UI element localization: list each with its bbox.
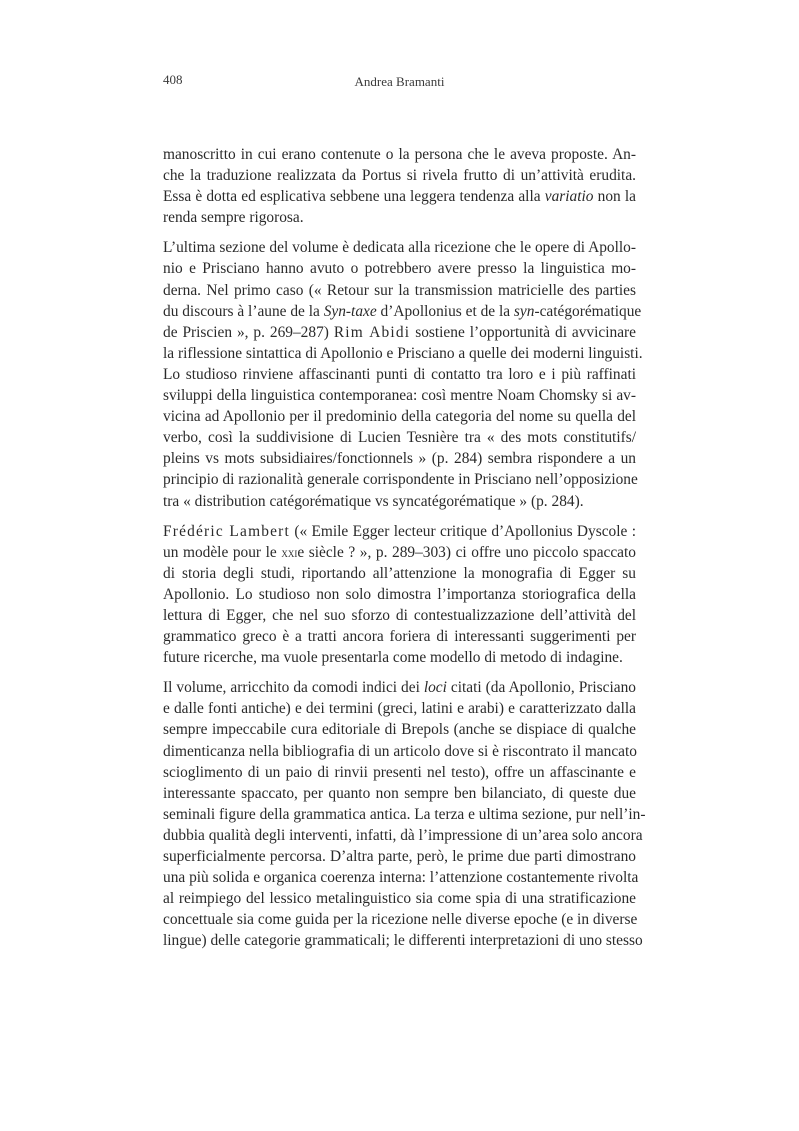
- text-line: la riflessione sintattica di Apollonio e Prisciano a quelle dei moderni linguisti.: [163, 344, 643, 362]
- text-line: sviluppi della linguistica contemporanea: così mentre Noam Chomsky si av-: [163, 387, 636, 405]
- small-caps-text: xxi: [281, 544, 298, 560]
- text-line: sempre impeccabile cura editoriale di Brepols (anche se dispiace di qualche: [163, 721, 636, 739]
- italic-term: Syn-taxe: [323, 302, 377, 320]
- text-line: verbo, così la suddivisione di Lucien Tesnière tra « des mots constitutifs/: [163, 429, 636, 447]
- running-head-author: Andrea Bramanti: [354, 74, 445, 89]
- text-line: Frédéric Lambert (« Emile Egger lecteur critique d’Apollonius Dyscole :: [163, 522, 636, 540]
- text-line: che la traduzione realizzata da Portus si rivela frutto di un’attività erudita.: [163, 167, 636, 185]
- text-line: Lo studioso rinviene affascinanti punti di contatto tra loro e i più raffinati: [163, 365, 636, 383]
- text-line: Il volume, arricchito da comodi indici dei loci citati (da Apollonio, Prisciano: [163, 679, 636, 697]
- text-line: dimenticanza nella bibliografia di un articolo dove si è riscontrato il mancato: [163, 742, 637, 760]
- text-line: L’ultima sezione del volume è dedicata alla ricezione che le opere di Apollo-: [163, 239, 636, 257]
- text-line: lettura di Egger, che nel suo sforzo di contestualizzazione dell’attività del: [163, 606, 636, 624]
- text-line: future ricerche, ma vuole presentarla come modello di metodo di indagine.: [163, 649, 623, 667]
- text-line: una più solida e organica coerenza interna: l’attenzione costantemente rivolta: [163, 869, 639, 887]
- italic-term: variatio: [544, 188, 594, 206]
- text-line: renda sempre rigorosa.: [163, 209, 304, 227]
- text-line: de Priscien », p. 269–287) Rim Abidi sostiene l’opportunità di avvicinare: [163, 323, 636, 341]
- text-line: concettuale sia come guida per la ricezione nelle diverse epoche (e in diverse: [163, 911, 638, 929]
- paragraph: [163, 677, 646, 951]
- text-line: di storia degli studi, riportando all’attenzione la monografia di Egger su: [163, 564, 636, 582]
- page-number: 408: [163, 72, 183, 87]
- author-name: Rim Abidi: [333, 323, 411, 341]
- text-line: pleins vs mots subsidiaires/fonctionnels » (p. 284) sembra rispondere a un: [163, 450, 636, 468]
- text-line: Essa è dotta ed esplicativa sebbene una leggera tendenza alla variatio non la: [163, 188, 636, 206]
- text-line: du discours à l’aune de la Syn-taxe d’Apollonius et de la syn-catégorématique: [163, 302, 642, 320]
- text-line: dubbia qualità degli interventi, infatti, dà l’impressione di un’area solo ancora: [163, 826, 643, 844]
- text-line: Apollonio. Lo studioso non solo dimostra l’importanza storiografica della: [163, 585, 636, 603]
- text-line: seminali figure della grammatica antica. La terza e ultima sezione, pur nell’in-: [163, 805, 646, 823]
- text-line: tra « distribution catégorématique vs syncatégorématique » (p. 284).: [163, 492, 584, 510]
- body-text: [163, 144, 646, 960]
- text-line: interessante spaccato, per quanto non sempre ben bilanciato, di queste due: [163, 784, 636, 802]
- text-line: superficialmente percorsa. D’altra parte, però, le prime due parti dimostrano: [163, 848, 636, 865]
- paragraph: [163, 144, 636, 228]
- page-header: [163, 72, 636, 92]
- author-name: Frédéric Lambert: [163, 522, 290, 540]
- text-line: scioglimento di un paio di rinvii presenti nel testo), offre un affascinante e: [163, 763, 636, 781]
- text-line: manoscritto in cui erano contenute o la persona che le aveva proposte. An-: [163, 146, 636, 163]
- text-line: lingue) delle categorie grammaticali; le differenti interpretazioni di uno stesso: [163, 932, 643, 950]
- text-line: e dalle fonti antiche) e dei termini (greci, latini e arabi) e caratterizzato dalla: [163, 700, 636, 718]
- text-line: vicina ad Apollonio per il predominio della categoria del nome su quella del: [163, 408, 636, 426]
- text-line: nio e Prisciano hanno avuto o potrebbero avere presso la linguistica mo-: [163, 260, 636, 278]
- text-line: un modèle pour le xxie siècle ? », p. 289–303) ci offre uno piccolo spaccato: [163, 543, 636, 561]
- text-line: grammatico greco è a tratti ancora foriera di interessanti suggerimenti per: [163, 628, 636, 646]
- italic-term: syn: [513, 302, 535, 320]
- text-line: principio di razionalità generale corrispondente in Prisciano nell’opposizione: [163, 471, 638, 489]
- paragraph: [163, 521, 636, 669]
- text-line: derna. Nel primo caso (« Retour sur la transmission matricielle des parties: [163, 281, 636, 299]
- paragraph: [163, 237, 643, 511]
- text-line: al reimpiego del lessico metalinguistico sia come spia di una stratificazione: [163, 890, 636, 908]
- italic-term: loci: [423, 679, 447, 697]
